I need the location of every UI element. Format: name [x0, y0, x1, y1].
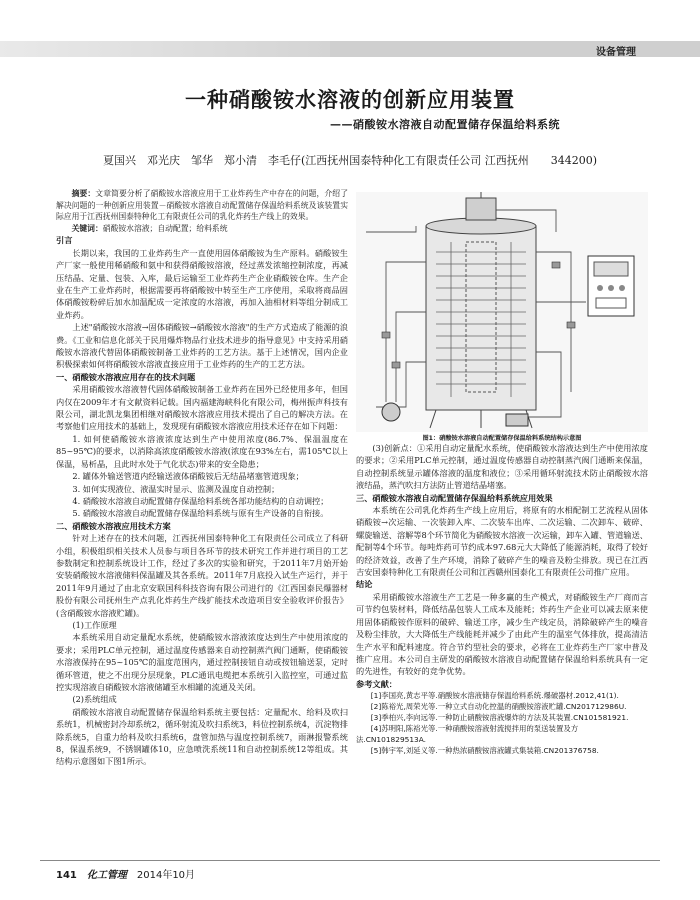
footer — [56, 866, 195, 881]
subheading-system-composition: (2)系统组成 — [72, 694, 117, 705]
paragraph-conclusion: 采用硝酸铵水溶液生产工艺是一种多赢的生产模式，对硝酸铵生产厂商而言可节约包装材料，降低结晶包装人工成本及能耗；炸药生产企业可以减去原来使用固体硝酸铵作原料的破碎、输送工序，减少生产线定员，消除破碎产生的噪音及粉尘排放，大大降低生产线能耗并减少了由此产生的温室气体排放，提高清洁生产水平和配料速度。符合节约型社会的要求，必将在工业炸药生产厂家中普及推广应用。本公司自主研发的硝酸铵水溶液自动配置储存保温给料系统具有一定的先进性，有较好的竞争优势。 — [356, 591, 648, 677]
tank-body — [426, 226, 536, 410]
abstract-text: 文章简要分析了硝酸铵水溶液应用于工业炸药生产中存在的问题，介绍了解决问题的一种创新应用装置－硝酸铵水溶液自动配置储存保温给料系统及该装置实际应用于江西抚州国泰特种化工有限责任公司的乳化炸药生产线上的效果。 — [56, 189, 348, 222]
keywords-label: 关键词： — [71, 223, 103, 233]
reference-item: [2]陈裕光,周荣光等.一种立式自动化控温的硝酸铵溶液贮罐.CN201712986U. — [370, 702, 627, 712]
footer-divider — [40, 860, 660, 861]
article-subtitle: ——硝酸铵水溶液自动配置储存保温给料系统 — [330, 118, 560, 131]
keywords — [56, 223, 348, 235]
heading-conclusion: 结论 — [356, 579, 373, 590]
page-number: 141 — [56, 870, 77, 881]
heading-section-2: 二、硝酸铵水溶液应用技术方案 — [56, 520, 171, 531]
reference-item: [4]苏明阳,陈裕光等.一种硝酸铵溶液射流搅拌用的泵送装置及方法.CN101829513A. — [356, 724, 579, 745]
list-item-s1-3: 3. 如何实现液位、液温实时显示、监测及温度自动控制； — [72, 483, 280, 494]
figure-caption: 图1：硝酸铵水溶液自动配置储存保温给料系统结构示意图 — [422, 435, 582, 442]
paragraph-s2-2: 本系统采用自动定量配水系统，使硝酸铵水溶液浓度达到生产中使用浓度的要求；采用PLC单元控制，通过温度传感器来自动控制蒸汽阀门通断，使硝酸铵水溶液保持在95~105℃的温度范围内，通过控制接钮自动或按钮输送泵，定时循环管道，使之不出现分层现象，PLC通讯电缆把本系统引入监控室，可通过监控实现溶液自硝酸铵水溶液储罐至水相罐的流通及关闭。 — [56, 632, 348, 692]
header-band-fade — [0, 41, 330, 57]
list-item-s1-1: 1. 如何使硝酸铵水溶液浓度达到生产中使用浓度(86.7%、保温温度在85~95℃)的要求，以消除高浓度硝酸铵水溶液(浓度在93%左右，需105℃以上保温，易析晶，且此时水处于气化状态)带来的安全隐患； — [56, 433, 348, 469]
paragraph-s1-1: 采用硝酸铵水溶液替代固体硝酸铵制备工业炸药在国外已经使用多年，但国内仅在2009年才有文献资料记载。国内福建海峡科化有限公司，梅州振声科技有限公司，湖北凯龙集团相继对硝酸铵水溶液应用技术提出了自己的解决方法。在考察他们应用技术的基础上，发现现有硝酸铵水溶液应用技术还存在如下问题： — [56, 384, 348, 432]
section-label: 设备管理 — [596, 47, 636, 58]
reference-item: [3]季柏兴,李向远等.一种防止硝酸铵溶液爆炸的方法及其装置.CN101581921. — [370, 713, 629, 723]
reference-item: [5]韩宇军,刘延义等.一种热浓硝酸铵溶液罐式集装箱.CN201376758. — [370, 746, 599, 756]
heading-intro: 引言 — [56, 235, 73, 246]
issue-date: 2014年10月 — [136, 870, 196, 881]
header-band — [330, 41, 700, 57]
paragraph-s2-1: 针对上述存在的技术问题，江西抚州国泰特种化工有限责任公司成立了科研小组，积极组织相关技术人员参与项目各环节的技术研究工作并进行项目的工艺参数制定和控制系统设计工作，经过了多次的实验和研究，于2011年7月始开始安装硝酸铵水溶液储料保温罐及其各系统。2011年7月底投入试生产运行，并于2011年9月通过了由北京安联国科科技咨询有限公司进行的《江西国泰民爆器材股份有限公司抚州生产点乳化炸药生产线扩能技术改造项目安全验收评价报告》(含硝酸铵水溶液贮罐)。 — [56, 533, 348, 618]
heading-references: 参考文献： — [356, 678, 397, 689]
article-title: 一种硝酸铵水溶液的创新应用装置 — [185, 88, 515, 112]
header-bar — [0, 0, 700, 60]
heading-section-1: 一、硝酸铵水溶液应用存在的技术问题 — [56, 371, 196, 382]
paragraph-s3-1: 本系统在公司乳化炸药生产线上应用后，将原有的水相配制工艺流程从固体硝酸铵→次运输、一次装卸入库、二次装车出库、二次运输、二次卸车、破碎、螺旋输送、溶解等8个环节简化为硝酸铵水溶液一次运输，卸车入罐、管道输送、配制等4个环节。每吨炸药可节约成本97.68元大大降低了能源消耗，取得了较好的经济效益，改善了生产环境，消除了破碎产生的噪音及粉尘排放。现已在江西吉安国泰特种化工有限责任公司和江西赣州国泰化工有限责任公司推广应用。 — [356, 505, 648, 578]
list-item-s1-5: 5. 硝酸铵水溶液自动配置储存保温给料系统与原有生产设备的自衔接。 — [72, 508, 329, 519]
abstract-label: 摘要： — [71, 189, 96, 198]
left-column — [56, 188, 348, 767]
journal-name: 化工管理 — [86, 870, 127, 881]
paragraph-innovation: (3)创新点：①采用自动定量配水系统，使硝酸铵水溶液达到生产中使用浓度的要求；②采用PLC单元控制，通过温度传感器自动控制蒸汽阀门通断来保温，自动控制系统显示罐体溶液的温度和液位；③采用循环射流技术防止硝酸铵水溶液结晶，蒸汽吹扫方法防止管道结晶堵塞。 — [356, 443, 648, 491]
abstract — [56, 188, 348, 223]
subheading-working-principle: (1)工作原理 — [72, 619, 117, 630]
paragraph-intro-1: 长期以来，我国的工业炸药生产一直使用固体硝酸铵为生产原料。硝酸铵生产厂家一般使用稀硝酸和氨中和获得硝酸铵溶液，经过蒸发浓缩控制浓度，再减压结晶、定量、包装、入库，最后运输至工业炸药生产企业硝酸铵仓库。生产企业在生产工业炸药时，根据需要再将硝酸铵中转至生产工序使用，采取将商品固体硝酸铵粉碎后加水加温配成一定浓度的水溶液，再加入油相材料等组分制成工业炸药。 — [56, 247, 348, 320]
heading-section-3: 三、硝酸铵水溶液自动配置储存保温给料系统应用效果 — [356, 492, 553, 503]
keywords-text: 硝酸铵水溶液；自动配置；给料系统 — [102, 223, 228, 233]
authors-line: 夏国兴 邓光庆 邹华 郑小清 李毛仔(江西抚州国泰特种化工有限责任公司 江西抚州 344200) — [102, 154, 598, 167]
figure-1 — [356, 192, 648, 440]
list-item-s1-4: 4. 硝酸铵水溶液自动配置储存保温给料系统各部功能结构的自动调控； — [72, 495, 329, 506]
right-column — [356, 188, 648, 756]
reference-item: [1]李国亮,黄志平等.硝酸铵水溶液储存保温给料系统.爆破器材.2012,41(1). — [370, 691, 619, 701]
list-item-s1-2: 2. 罐体外输送管道内经输送液体硝酸铵后无结晶堵塞管道现象； — [72, 471, 304, 482]
reference-list — [356, 690, 648, 756]
paragraph-intro-2: 上述"硝酸铵水溶液→固体硝酸铵→硝酸铵水溶液"的生产方式造成了能源的浪费。《工业和信息化部关于民用爆炸物品行业技术进步的指导意见》中支持采用硝酸铵水溶液代替固体硝酸铵制备工业炸药的工艺方法。基于上述情况，国内企业积极探索如何将硝酸铵水溶液直接应用于工业炸药的生产的工艺方法。 — [56, 322, 348, 370]
paragraph-s2-3: 硝酸铵水溶液自动配置储存保温给料系统主要包括：定量配水、给料及吹扫系统1，机械密封冷却系统2，循环射流及吹扫系统3，料位控制系统4，沉淀物排除系统5，自重力给料及吹扫系统6，盘管加热与温度控制系统7，雨淋报警系统8，保温系统9，不锈钢罐体10，应急喷洗系统11和自动控制系统12等组成。其结构示意图如下图1所示。 — [56, 706, 348, 767]
system-diagram — [356, 192, 648, 432]
